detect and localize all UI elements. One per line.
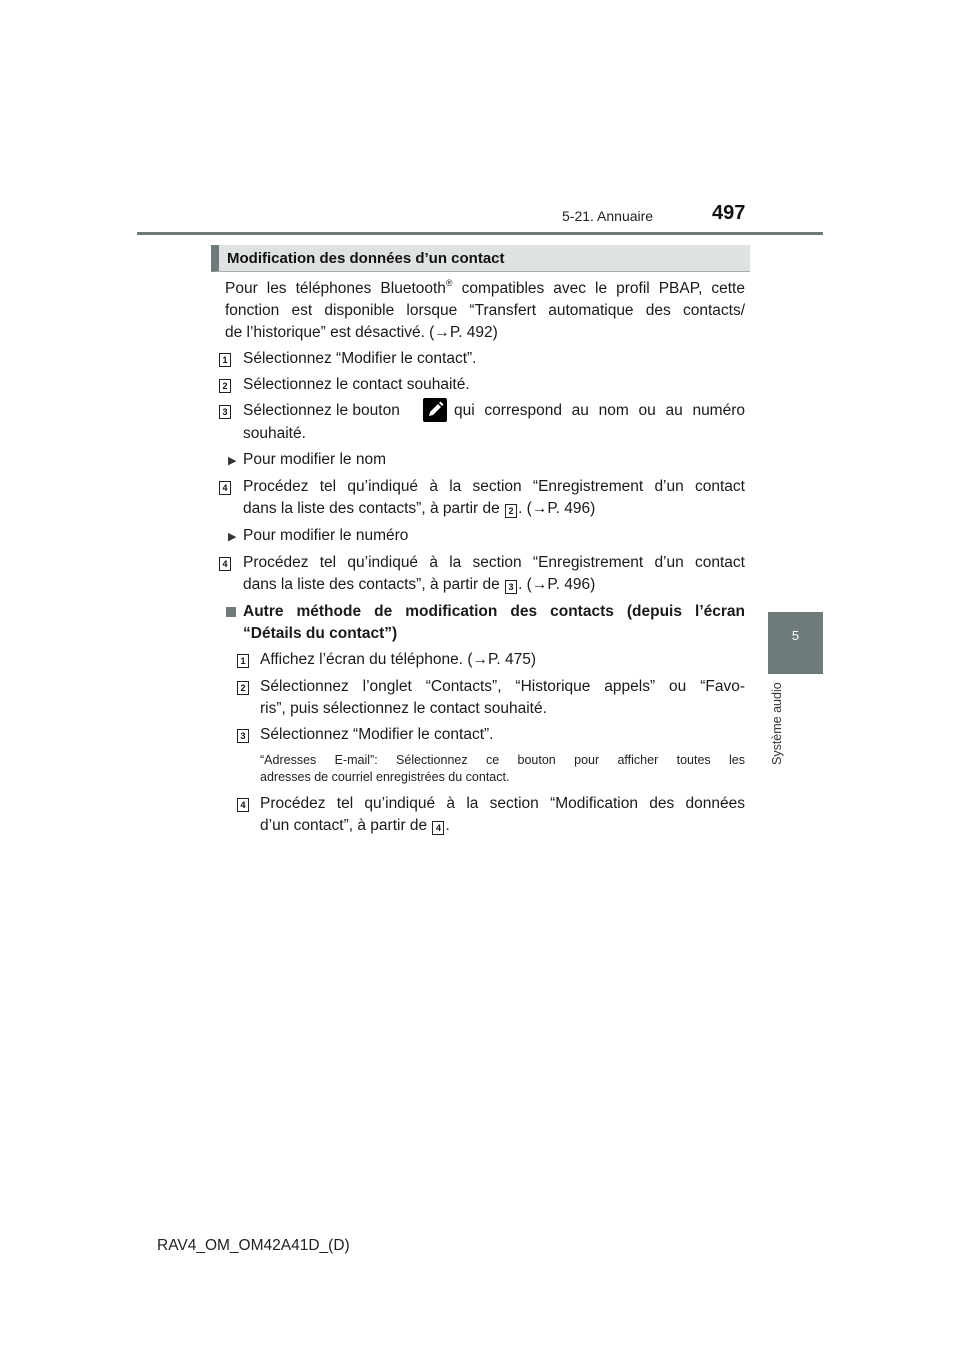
intro-line-3: de l’historique” est désactivé. (→P. 492) xyxy=(225,324,498,341)
modify-number-line-2: dans la liste des contacts”, à partir de 3 . (→P. 496) xyxy=(243,576,596,593)
triangle-bullet-icon: ▶ xyxy=(228,531,237,543)
email-note-line-2: adresses de courriel enregistrées du contact. xyxy=(260,770,510,784)
step-number-box: 4 xyxy=(219,481,231,495)
alt-step-1-text: Affichez l’écran du téléphone. (→P. 475) xyxy=(260,651,537,668)
intro-paragraph xyxy=(225,278,745,344)
alt-step-4-line-2: d’un contact”, à partir de 4 . xyxy=(260,817,450,834)
step-number-box: 4 xyxy=(237,798,249,812)
email-note xyxy=(260,752,745,786)
modify-name-line-1: Procédez tel qu’indiqué à la section “Enregistrement d’un contact xyxy=(243,478,745,495)
step-ref-box: 2 xyxy=(505,504,517,518)
step-1-text: Sélectionnez “Modifier le contact”. xyxy=(243,350,477,367)
alt-step-3-text: Sélectionnez “Modifier le contact”. xyxy=(260,726,494,743)
chapter-title: Système audio xyxy=(770,682,784,765)
chapter-number: 5 xyxy=(791,628,800,643)
chapter-tab xyxy=(768,612,823,674)
document-code: RAV4_OM_OM42A41D_(D) xyxy=(157,1237,350,1254)
running-header-section: 5-21. Annuaire xyxy=(562,208,654,224)
step-number-box: 3 xyxy=(219,405,231,419)
step-ref-box: 4 xyxy=(432,821,444,835)
section-heading: Modification des données d’un contact xyxy=(211,245,750,272)
step-number-box: 1 xyxy=(237,654,249,668)
step-number-box: 2 xyxy=(237,681,249,695)
triangle-bullet-icon: ▶ xyxy=(228,455,237,467)
step-number-box: 4 xyxy=(219,557,231,571)
step-2-text: Sélectionnez le contact souhaité. xyxy=(243,376,470,393)
modify-name-line-2: dans la liste des contacts”, à partir de 2 . (→P. 496) xyxy=(243,500,596,517)
step-3-line-2: souhaité. xyxy=(243,425,306,442)
alt-step-2-line-2: ris”, puis sélectionnez le contact souhaité. xyxy=(260,700,547,717)
step-number-box: 1 xyxy=(219,353,231,367)
modify-number-line-1: Procédez tel qu’indiqué à la section “Enregistrement d’un contact xyxy=(243,554,745,571)
square-bullet-icon xyxy=(226,607,236,617)
page-number: 497 xyxy=(712,202,746,224)
intro-line-2: fonction est disponible lorsque “Transfert automatique des contacts/ xyxy=(225,302,745,319)
step-3-line-1-pre: Sélectionnez le bouton xyxy=(243,402,400,419)
step-ref-box: 3 xyxy=(505,580,517,594)
step-number-box: 3 xyxy=(237,729,249,743)
alt-method-title-line-2: “Détails du contact”) xyxy=(243,625,398,642)
alt-step-4-line-1: Procédez tel qu’indiqué à la section “Modification des données xyxy=(260,795,745,812)
subheading-modify-name: Pour modifier le nom xyxy=(243,451,387,468)
intro-line-1: Pour les téléphones Bluetooth® compatibles avec le profil PBAP, cette xyxy=(225,278,745,297)
alt-step-2-line-1: Sélectionnez l’onglet “Contacts”, “Historique appels” ou “Favo- xyxy=(260,678,745,695)
step-number-box: 2 xyxy=(219,379,231,393)
email-note-line-1: “Adresses E-mail”: Sélectionnez ce bouton pour afficher toutes les xyxy=(260,753,745,767)
pencil-icon xyxy=(423,398,447,422)
subheading-modify-number: Pour modifier le numéro xyxy=(243,527,409,544)
alt-method-title-line-1: Autre méthode de modification des contacts (depuis l’écran xyxy=(243,603,745,620)
step-3-line-1-post: qui correspond au nom ou au numéro xyxy=(454,402,745,419)
header-divider xyxy=(137,232,823,235)
